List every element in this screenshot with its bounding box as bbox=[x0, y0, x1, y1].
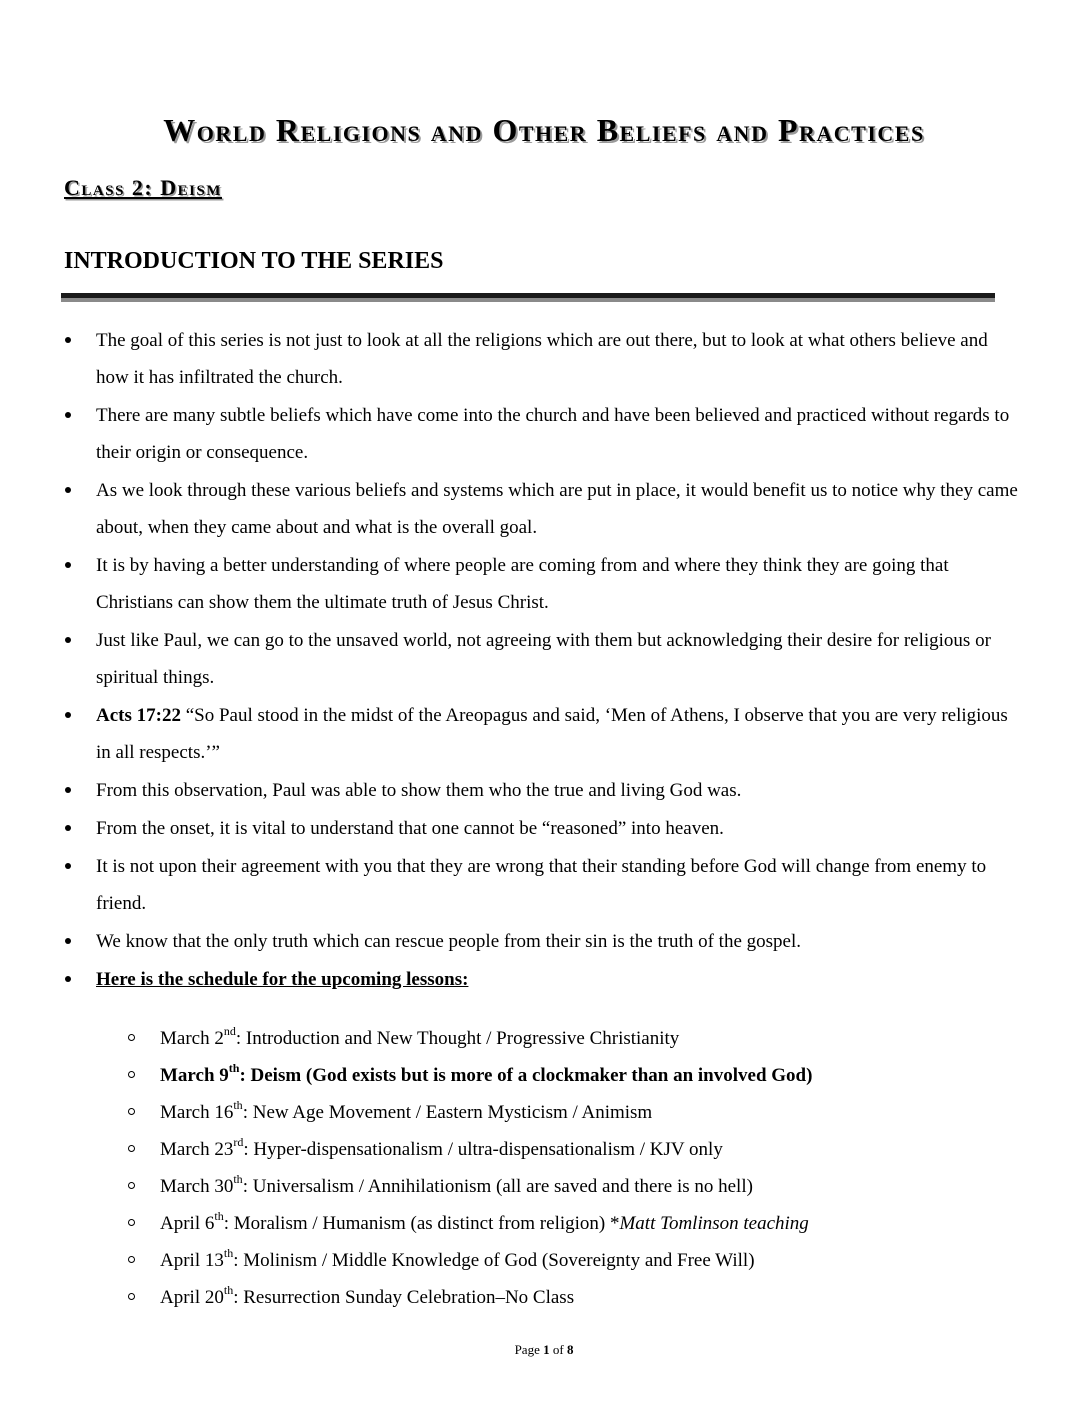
schedule-item bbox=[128, 1279, 1028, 1316]
schedule-topic: : Hyper-dispensationalism / ultra-dispensationalism / KJV only bbox=[243, 1139, 723, 1160]
circle-bullet-icon bbox=[128, 1034, 135, 1041]
circle-bullet-icon bbox=[128, 1145, 135, 1152]
bullet-icon bbox=[65, 337, 71, 343]
bullet-icon bbox=[65, 825, 71, 831]
date-suffix: th bbox=[228, 1060, 240, 1075]
date-suffix: th bbox=[223, 1282, 234, 1297]
list-item bbox=[64, 622, 1024, 696]
schedule-date: April 20 bbox=[160, 1287, 224, 1308]
bullet-text: It is not upon their agreement with you that they are wrong that their standing before God will change from enemy to friend. bbox=[96, 856, 987, 914]
bullet-text: The goal of this series is not just to look at all the religions which are out there, but to look at what others believe and how it has infiltrated the church. bbox=[96, 330, 988, 388]
schedule-date: March 9 bbox=[160, 1065, 229, 1086]
list-item bbox=[64, 547, 1024, 621]
bullet-icon bbox=[65, 787, 71, 793]
class-heading: Class 2: Deism bbox=[64, 175, 222, 200]
bullet-text: As we look through these various beliefs and systems which are put in place, it would benefit us to notice why they came about, when they came about and what is the overall goal. bbox=[96, 480, 1018, 538]
section-heading: INTRODUCTION TO THE SERIES bbox=[64, 248, 444, 274]
list-item bbox=[64, 322, 1024, 396]
bullet-icon bbox=[65, 487, 71, 493]
schedule-date: March 16 bbox=[160, 1102, 234, 1123]
circle-bullet-icon bbox=[128, 1108, 135, 1115]
date-suffix: th bbox=[233, 1171, 243, 1186]
list-item bbox=[64, 923, 1024, 960]
schedule-list bbox=[128, 1020, 1028, 1316]
schedule-topic: : Molinism / Middle Knowledge of God (Sovereignty and Free Will) bbox=[233, 1250, 755, 1271]
schedule-item bbox=[128, 1242, 1028, 1279]
page-label: Page bbox=[514, 1342, 544, 1357]
bullet-list bbox=[64, 322, 1024, 999]
schedule-date: March 30 bbox=[160, 1176, 234, 1197]
bullet-icon bbox=[65, 562, 71, 568]
circle-bullet-icon bbox=[128, 1182, 135, 1189]
schedule-topic: : New Age Movement / Eastern Mysticism / Animism bbox=[242, 1102, 653, 1123]
document-title: World Religions and Other Beliefs and Practices bbox=[163, 112, 925, 148]
schedule-date: March 23 bbox=[160, 1139, 234, 1160]
circle-bullet-icon bbox=[128, 1293, 135, 1300]
schedule-topic: : Universalism / Annihilationism (all are saved and there is no hell) bbox=[242, 1176, 753, 1197]
schedule-item bbox=[128, 1168, 1028, 1205]
bullet-icon bbox=[65, 938, 71, 944]
scripture-quote: “So Paul stood in the midst of the Areopagus and said, ‘Men of Athens, I observe that you are very religious in all respects.’” bbox=[96, 705, 1008, 763]
schedule-item bbox=[128, 1020, 1028, 1057]
schedule-item bbox=[128, 1094, 1028, 1131]
bullet-icon bbox=[65, 637, 71, 643]
scripture-reference: Acts 17:22 bbox=[96, 705, 181, 726]
bullet-text: From this observation, Paul was able to show them who the true and living God was. bbox=[96, 780, 742, 801]
bullet-icon bbox=[65, 412, 71, 418]
circle-bullet-icon bbox=[128, 1219, 135, 1226]
list-item bbox=[64, 397, 1024, 471]
list-item bbox=[64, 848, 1024, 922]
schedule-date: April 13 bbox=[160, 1250, 224, 1271]
list-item bbox=[64, 472, 1024, 546]
schedule-date: March 2 bbox=[160, 1028, 224, 1049]
bullet-icon bbox=[65, 712, 71, 718]
list-item bbox=[64, 810, 1024, 847]
bullet-text: It is by having a better understanding of where people are coming from and where they think they are going that Christians can show them the ultimate truth of Jesus Christ. bbox=[96, 555, 949, 613]
page-footer bbox=[0, 1342, 1088, 1358]
bullet-text: There are many subtle beliefs which have come into the church and have been believed and practiced without regards to their origin or consequence. bbox=[96, 405, 1010, 463]
date-suffix: rd bbox=[233, 1134, 244, 1149]
list-item bbox=[64, 772, 1024, 809]
schedule-topic: : Moralism / Humanism (as distinct from religion) * bbox=[223, 1213, 620, 1234]
teacher-note: Matt Tomlinson teaching bbox=[619, 1213, 809, 1234]
date-suffix: th bbox=[233, 1097, 243, 1112]
list-item bbox=[64, 697, 1024, 771]
bullet-text: From the onset, it is vital to understand that one cannot be “reasoned” into heaven. bbox=[96, 818, 724, 839]
date-suffix: th bbox=[214, 1208, 224, 1223]
date-suffix: th bbox=[223, 1245, 234, 1260]
section-divider-shadow bbox=[61, 298, 995, 302]
schedule-topic: : Introduction and New Thought / Progressive Christianity bbox=[235, 1028, 680, 1049]
bullet-icon bbox=[65, 976, 71, 982]
schedule-date: April 6 bbox=[160, 1213, 215, 1234]
schedule-topic: : Resurrection Sunday Celebration–No Class bbox=[233, 1287, 575, 1308]
circle-bullet-icon bbox=[128, 1071, 135, 1078]
bullet-icon bbox=[65, 863, 71, 869]
bullet-text: Just like Paul, we can go to the unsaved world, not agreeing with them but acknowledging their desire for religious or spiritual things. bbox=[96, 630, 991, 688]
schedule-label: Here is the schedule for the upcoming lessons: bbox=[96, 969, 469, 990]
schedule-topic: : Deism (God exists but is more of a clockmaker than an involved God) bbox=[239, 1065, 813, 1086]
bullet-text: We know that the only truth which can rescue people from their sin is the truth of the gospel. bbox=[96, 931, 801, 952]
schedule-item bbox=[128, 1131, 1028, 1168]
schedule-item bbox=[128, 1205, 1028, 1242]
page-number: 1 bbox=[543, 1342, 550, 1357]
page-total: 8 bbox=[566, 1342, 574, 1357]
page-of-label: of bbox=[549, 1342, 567, 1357]
list-item bbox=[64, 961, 1024, 998]
circle-bullet-icon bbox=[128, 1256, 135, 1263]
schedule-item bbox=[128, 1057, 1028, 1094]
date-suffix: nd bbox=[223, 1023, 236, 1038]
